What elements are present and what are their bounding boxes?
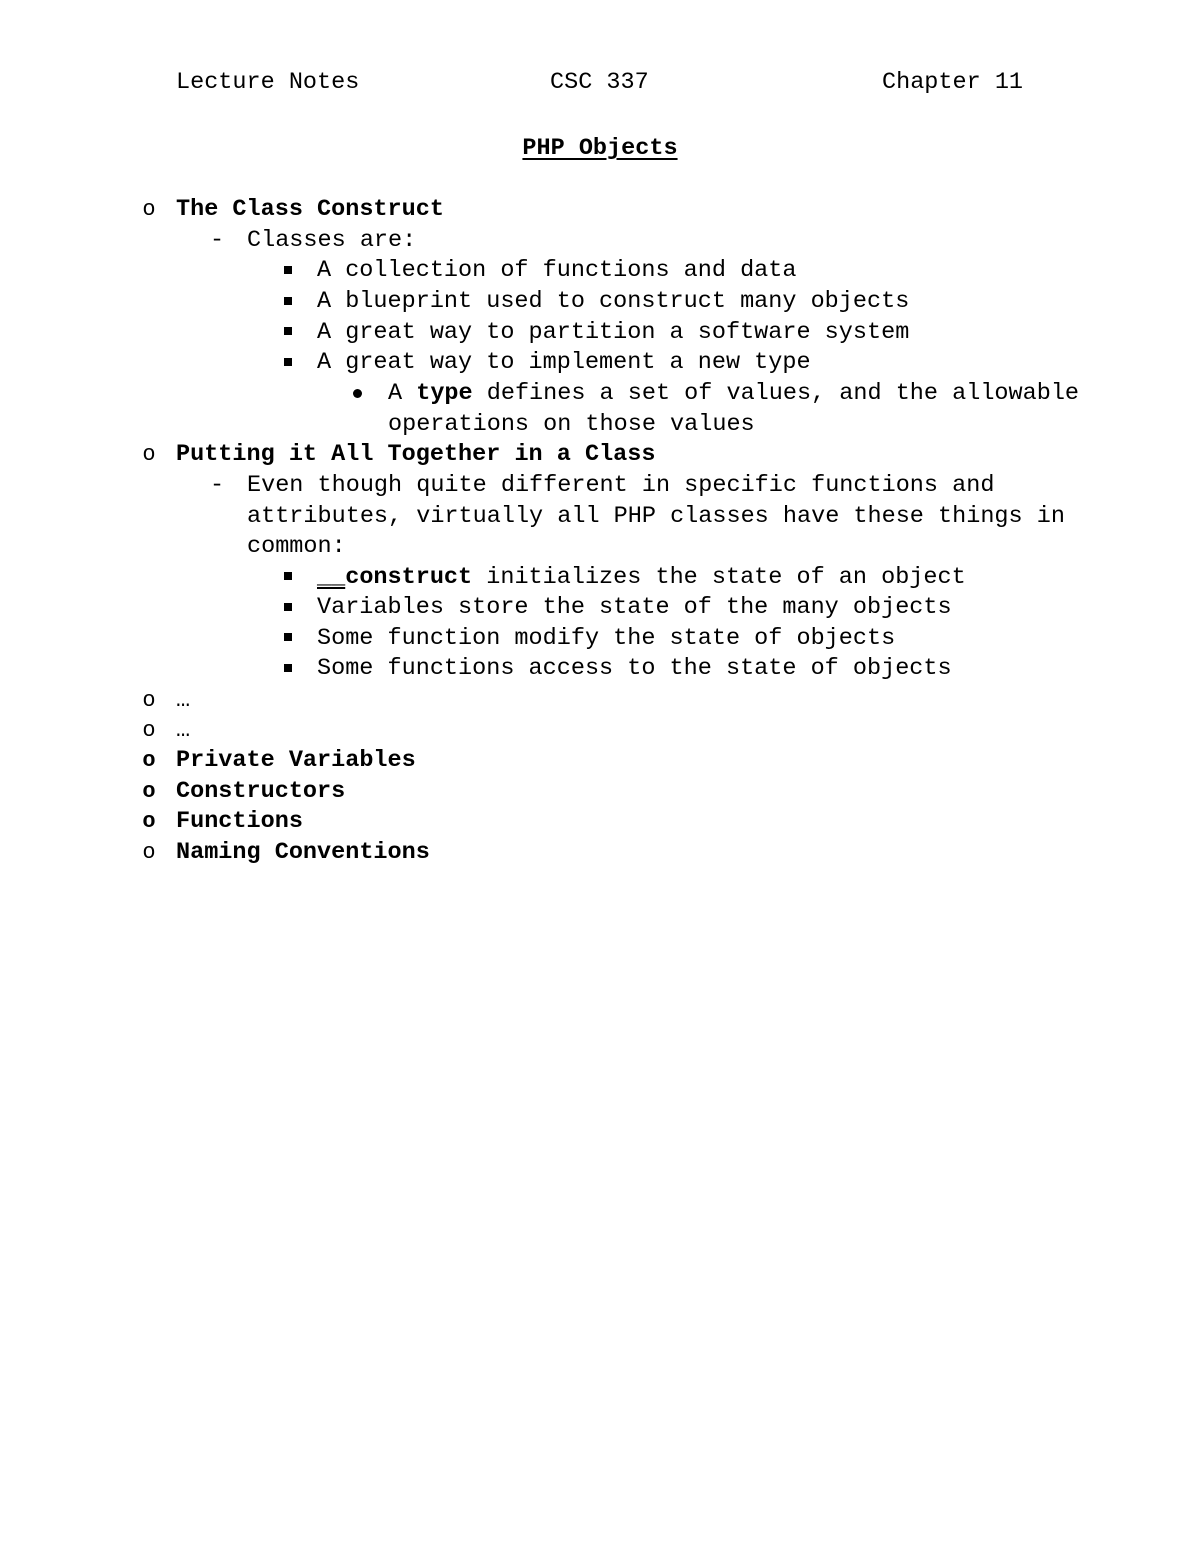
- square-bullet-icon: [284, 358, 292, 366]
- construct-underscores: __: [317, 564, 346, 591]
- type-definition-line: [388, 379, 1079, 410]
- section-heading-naming-conventions: Naming Conventions: [176, 839, 430, 866]
- square-bullet-icon: [284, 297, 292, 305]
- header-course-type: Lecture Notes: [176, 69, 360, 96]
- square-bullet-icon: [284, 327, 292, 335]
- list-item: Some function modify the state of objects: [317, 625, 896, 652]
- ellipsis-item: …: [176, 687, 191, 714]
- construct-keyword: construct: [345, 564, 473, 591]
- type-definition-continuation: operations on those values: [388, 411, 755, 438]
- list-item: A collection of functions and data: [317, 257, 797, 284]
- list-item: A blueprint used to construct many objects: [317, 288, 910, 315]
- construct-description: initializes the state of an object: [472, 564, 966, 591]
- header-chapter: Chapter 11: [882, 69, 1024, 96]
- list-item: Some functions access to the state of objects: [317, 655, 952, 682]
- dash-marker: -: [209, 472, 225, 499]
- square-bullet-icon: [284, 572, 292, 580]
- section-heading-class-construct: The Class Construct: [176, 196, 444, 223]
- section-heading-private-variables: Private Variables: [176, 747, 416, 774]
- section-heading-functions: Functions: [176, 808, 303, 835]
- square-bullet-icon: [284, 633, 292, 641]
- ellipsis-item: …: [176, 717, 191, 744]
- outline-marker-o: o: [142, 748, 156, 773]
- outline-marker-o: o: [142, 840, 156, 865]
- dash-marker: -: [209, 227, 225, 254]
- outline-marker-o: o: [142, 718, 156, 743]
- paragraph-line: attributes, virtually all PHP classes have these things in: [247, 503, 1065, 530]
- type-definition-rest: defines a set of values, and the allowable: [472, 380, 1080, 407]
- outline-marker-o: o: [142, 779, 156, 804]
- type-prefix: A: [388, 380, 417, 407]
- section-heading-putting-together: Putting it All Together in a Class: [176, 441, 656, 468]
- section-heading-constructors: Constructors: [176, 778, 346, 805]
- page-title: PHP Objects: [522, 135, 678, 162]
- round-bullet-icon: [353, 389, 362, 398]
- outline-marker-o: o: [142, 442, 156, 467]
- square-bullet-icon: [284, 664, 292, 672]
- paragraph-line: Even though quite different in specific functions and: [247, 472, 995, 499]
- list-item: A great way to implement a new type: [317, 349, 811, 376]
- classes-are-label: Classes are:: [247, 227, 417, 254]
- outline-marker-o: o: [142, 197, 156, 222]
- outline-marker-o: o: [142, 809, 156, 834]
- list-item: Variables store the state of the many objects: [317, 594, 952, 621]
- square-bullet-icon: [284, 603, 292, 611]
- outline-marker-o: o: [142, 688, 156, 713]
- list-item: A great way to partition a software system: [317, 319, 910, 346]
- header-course-code: CSC 337: [550, 69, 649, 96]
- square-bullet-icon: [284, 266, 292, 274]
- paragraph-line: common:: [247, 533, 346, 560]
- construct-item: [317, 563, 966, 594]
- type-keyword: type: [416, 380, 473, 407]
